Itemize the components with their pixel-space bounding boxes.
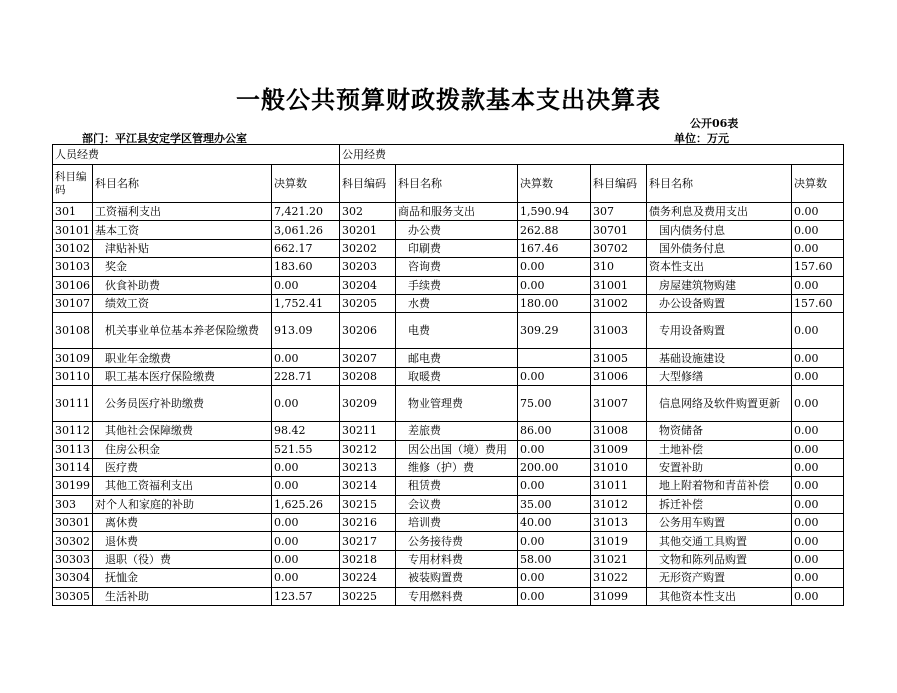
cell-code-1: 30112: [53, 422, 93, 440]
cell-code-3: 31001: [591, 276, 647, 294]
cell-code-3: 307: [591, 203, 647, 221]
cell-code-3: 31022: [591, 569, 647, 587]
cell-amount-3: 0.00: [792, 495, 844, 513]
cell-name-3: 公务用车购置: [647, 514, 792, 532]
cell-code-2: 30215: [340, 495, 396, 513]
header-name-1: 科目名称: [93, 165, 272, 203]
cell-name-1: 住房公积金: [93, 440, 272, 458]
cell-code-1: 30114: [53, 458, 93, 476]
cell-code-2: 30203: [340, 258, 396, 276]
cell-name-3: 无形资产购置: [647, 569, 792, 587]
column-header-row: [53, 165, 844, 203]
cell-name-1: 工资福利支出: [93, 203, 272, 221]
cell-name-1: 奖金: [93, 258, 272, 276]
cell-amount-2: 40.00: [518, 514, 591, 532]
cell-code-3: 310: [591, 258, 647, 276]
cell-code-1: 303: [53, 495, 93, 513]
cell-code-3: 31099: [591, 587, 647, 605]
cell-amount-1: 0.00: [272, 349, 340, 367]
cell-code-2: 30216: [340, 514, 396, 532]
cell-code-1: 30199: [53, 477, 93, 495]
cell-amount-2: 58.00: [518, 550, 591, 568]
cell-code-2: 30207: [340, 349, 396, 367]
cell-name-3: 办公设备购置: [647, 294, 792, 312]
cell-amount-1: 0.00: [272, 514, 340, 532]
cell-code-3: 31005: [591, 349, 647, 367]
cell-name-3: 资本性支出: [647, 258, 792, 276]
cell-name-3: 地上附着物和青苗补偿: [647, 477, 792, 495]
cell-name-2: 会议费: [396, 495, 518, 513]
cell-name-2: 印刷费: [396, 239, 518, 257]
cell-amount-2: 262.88: [518, 221, 591, 239]
page-title: 一般公共预算财政拨款基本支出决算表: [236, 86, 661, 114]
header-name-2: 科目名称: [396, 165, 518, 203]
cell-name-3: 房屋建筑物购建: [647, 276, 792, 294]
header-amount-3: 决算数: [792, 165, 844, 203]
cell-code-3: 31011: [591, 477, 647, 495]
cell-code-3: 31012: [591, 495, 647, 513]
cell-amount-3: 0.00: [792, 221, 844, 239]
cell-name-2: 办公费: [396, 221, 518, 239]
cell-code-1: 30102: [53, 239, 93, 257]
cell-amount-3: 157.60: [792, 258, 844, 276]
cell-name-3: 拆迁补偿: [647, 495, 792, 513]
cell-code-1: 30106: [53, 276, 93, 294]
cell-amount-1: 228.71: [272, 367, 340, 385]
cell-amount-3: 0.00: [792, 458, 844, 476]
cell-name-1: 其他工资福利支出: [93, 477, 272, 495]
table-row: [53, 587, 844, 605]
table-row: [53, 458, 844, 476]
table-row: [53, 422, 844, 440]
table-row: [53, 495, 844, 513]
cell-name-3: 债务利息及费用支出: [647, 203, 792, 221]
cell-amount-1: 183.60: [272, 258, 340, 276]
table-row: [53, 532, 844, 550]
cell-name-1: 对个人和家庭的补助: [93, 495, 272, 513]
cell-amount-3: 0.00: [792, 569, 844, 587]
cell-code-3: 31010: [591, 458, 647, 476]
table-row: [53, 294, 844, 312]
cell-name-1: 退职（役）费: [93, 550, 272, 568]
group-public: 公用经费: [340, 145, 844, 165]
cell-name-2: 被装购置费: [396, 569, 518, 587]
cell-name-2: 手续费: [396, 276, 518, 294]
cell-name-2: 物业管理费: [396, 386, 518, 422]
cell-name-1: 绩效工资: [93, 294, 272, 312]
cell-code-1: 30304: [53, 569, 93, 587]
header-code-2: 科目编码: [340, 165, 396, 203]
cell-name-2: 维修（护）费: [396, 458, 518, 476]
cell-amount-3: 0.00: [792, 313, 844, 349]
cell-amount-2: 180.00: [518, 294, 591, 312]
cell-name-3: 国外债务付息: [647, 239, 792, 257]
cell-name-2: 专用材料费: [396, 550, 518, 568]
header-amount-2: 决算数: [518, 165, 591, 203]
cell-name-2: 公务接待费: [396, 532, 518, 550]
cell-amount-3: 0.00: [792, 440, 844, 458]
cell-amount-2: 0.00: [518, 276, 591, 294]
cell-amount-2: 0.00: [518, 532, 591, 550]
cell-code-2: 302: [340, 203, 396, 221]
group-header-row: [53, 145, 844, 165]
cell-amount-1: 123.57: [272, 587, 340, 605]
cell-amount-2: 86.00: [518, 422, 591, 440]
cell-amount-1: 0.00: [272, 569, 340, 587]
table-row: [53, 477, 844, 495]
cell-amount-1: 1,752.41: [272, 294, 340, 312]
cell-name-3: 大型修缮: [647, 367, 792, 385]
cell-code-1: 30301: [53, 514, 93, 532]
cell-code-2: 30218: [340, 550, 396, 568]
cell-name-1: 职业年金缴费: [93, 349, 272, 367]
cell-name-1: 抚恤金: [93, 569, 272, 587]
cell-amount-3: 0.00: [792, 276, 844, 294]
cell-name-1: 离休费: [93, 514, 272, 532]
header-code-3: 科目编码: [591, 165, 647, 203]
cell-name-2: 取暖费: [396, 367, 518, 385]
cell-name-2: 租赁费: [396, 477, 518, 495]
cell-amount-1: 0.00: [272, 458, 340, 476]
cell-amount-3: 0.00: [792, 386, 844, 422]
cell-amount-2: 167.46: [518, 239, 591, 257]
cell-amount-1: 0.00: [272, 532, 340, 550]
cell-code-3: 31003: [591, 313, 647, 349]
department-label: 部门：平江县安定学区管理办公室: [82, 132, 247, 145]
cell-name-3: 土地补偿: [647, 440, 792, 458]
cell-amount-1: 662.17: [272, 239, 340, 257]
table-row: [53, 550, 844, 568]
cell-amount-3: 0.00: [792, 550, 844, 568]
cell-code-2: 30202: [340, 239, 396, 257]
cell-name-3: 专用设备购置: [647, 313, 792, 349]
unit-label: 单位：万元: [674, 132, 729, 145]
cell-name-3: 其他资本性支出: [647, 587, 792, 605]
cell-amount-1: 0.00: [272, 477, 340, 495]
cell-name-1: 津贴补贴: [93, 239, 272, 257]
cell-code-3: 31008: [591, 422, 647, 440]
cell-amount-1: 0.00: [272, 276, 340, 294]
cell-amount-3: 0.00: [792, 587, 844, 605]
cell-amount-3: 0.00: [792, 422, 844, 440]
cell-name-2: 专用燃料费: [396, 587, 518, 605]
cell-code-1: 30101: [53, 221, 93, 239]
cell-code-1: 30107: [53, 294, 93, 312]
cell-amount-1: 98.42: [272, 422, 340, 440]
table-row: [53, 258, 844, 276]
cell-name-3: 基础设施建设: [647, 349, 792, 367]
cell-name-2: 电费: [396, 313, 518, 349]
cell-amount-2: 0.00: [518, 587, 591, 605]
cell-code-2: 30224: [340, 569, 396, 587]
cell-amount-2: 309.29: [518, 313, 591, 349]
form-number: 公开06表: [690, 117, 739, 130]
cell-name-3: 国内债务付息: [647, 221, 792, 239]
cell-name-2: 邮电费: [396, 349, 518, 367]
cell-amount-2: 0.00: [518, 440, 591, 458]
cell-name-2: 差旅费: [396, 422, 518, 440]
cell-amount-2: 0.00: [518, 569, 591, 587]
cell-name-2: 咨询费: [396, 258, 518, 276]
cell-code-1: 30103: [53, 258, 93, 276]
cell-code-1: 30303: [53, 550, 93, 568]
cell-code-2: 30212: [340, 440, 396, 458]
cell-amount-3: 0.00: [792, 349, 844, 367]
cell-amount-2: 75.00: [518, 386, 591, 422]
cell-name-1: 公务员医疗补助缴费: [93, 386, 272, 422]
cell-name-1: 医疗费: [93, 458, 272, 476]
expenditure-table: [52, 144, 844, 606]
cell-name-1: 基本工资: [93, 221, 272, 239]
cell-code-1: 30305: [53, 587, 93, 605]
cell-name-1: 退休费: [93, 532, 272, 550]
cell-code-2: 30209: [340, 386, 396, 422]
table-row: [53, 221, 844, 239]
cell-code-2: 30205: [340, 294, 396, 312]
cell-code-2: 30225: [340, 587, 396, 605]
cell-amount-3: 0.00: [792, 239, 844, 257]
cell-code-2: 30213: [340, 458, 396, 476]
cell-amount-3: 0.00: [792, 514, 844, 532]
cell-name-1: 其他社会保障缴费: [93, 422, 272, 440]
cell-code-3: 31009: [591, 440, 647, 458]
cell-name-1: 职工基本医疗保险缴费: [93, 367, 272, 385]
cell-amount-3: 0.00: [792, 532, 844, 550]
cell-amount-1: 0.00: [272, 386, 340, 422]
cell-amount-2: [518, 349, 591, 367]
cell-amount-2: 0.00: [518, 367, 591, 385]
table-row: [53, 440, 844, 458]
cell-name-3: 其他交通工具购置: [647, 532, 792, 550]
cell-amount-1: 913.09: [272, 313, 340, 349]
cell-amount-2: 1,590.94: [518, 203, 591, 221]
cell-code-3: 31021: [591, 550, 647, 568]
cell-code-1: 301: [53, 203, 93, 221]
cell-name-1: 机关事业单位基本养老保险缴费: [93, 313, 272, 349]
cell-name-2: 商品和服务支出: [396, 203, 518, 221]
cell-amount-2: 0.00: [518, 477, 591, 495]
cell-code-2: 30217: [340, 532, 396, 550]
cell-name-3: 文物和陈列品购置: [647, 550, 792, 568]
cell-amount-3: 0.00: [792, 477, 844, 495]
header-code-1: 科目编码: [53, 165, 93, 203]
cell-code-3: 31006: [591, 367, 647, 385]
table-row: [53, 569, 844, 587]
cell-amount-1: 1,625.26: [272, 495, 340, 513]
table-row: [53, 349, 844, 367]
cell-code-3: 31019: [591, 532, 647, 550]
cell-name-1: 生活补助: [93, 587, 272, 605]
table-row: [53, 313, 844, 349]
cell-amount-3: 157.60: [792, 294, 844, 312]
cell-code-2: 30208: [340, 367, 396, 385]
cell-name-1: 伙食补助费: [93, 276, 272, 294]
cell-code-1: 30110: [53, 367, 93, 385]
cell-name-3: 物资储备: [647, 422, 792, 440]
table-row: [53, 386, 844, 422]
cell-code-1: 30108: [53, 313, 93, 349]
cell-code-1: 30302: [53, 532, 93, 550]
cell-code-3: 31013: [591, 514, 647, 532]
table-row: [53, 276, 844, 294]
group-personnel: 人员经费: [53, 145, 340, 165]
header-name-3: 科目名称: [647, 165, 792, 203]
cell-code-2: 30214: [340, 477, 396, 495]
cell-amount-2: 200.00: [518, 458, 591, 476]
cell-amount-2: 0.00: [518, 258, 591, 276]
cell-amount-1: 7,421.20: [272, 203, 340, 221]
cell-name-2: 培训费: [396, 514, 518, 532]
cell-name-3: 安置补助: [647, 458, 792, 476]
cell-amount-1: 3,061.26: [272, 221, 340, 239]
cell-code-2: 30204: [340, 276, 396, 294]
header-amount-1: 决算数: [272, 165, 340, 203]
table-row: [53, 514, 844, 532]
cell-code-1: 30113: [53, 440, 93, 458]
cell-code-2: 30201: [340, 221, 396, 239]
cell-code-3: 30701: [591, 221, 647, 239]
cell-amount-3: 0.00: [792, 367, 844, 385]
cell-code-1: 30109: [53, 349, 93, 367]
cell-code-1: 30111: [53, 386, 93, 422]
cell-name-2: 水费: [396, 294, 518, 312]
cell-name-2: 因公出国（境）费用: [396, 440, 518, 458]
cell-name-3: 信息网络及软件购置更新: [647, 386, 792, 422]
table-row: [53, 239, 844, 257]
cell-code-2: 30211: [340, 422, 396, 440]
cell-code-3: 30702: [591, 239, 647, 257]
table-row: [53, 203, 844, 221]
cell-code-3: 31002: [591, 294, 647, 312]
table-row: [53, 367, 844, 385]
cell-amount-2: 35.00: [518, 495, 591, 513]
cell-code-2: 30206: [340, 313, 396, 349]
cell-code-3: 31007: [591, 386, 647, 422]
cell-amount-3: 0.00: [792, 203, 844, 221]
cell-amount-1: 0.00: [272, 550, 340, 568]
cell-amount-1: 521.55: [272, 440, 340, 458]
